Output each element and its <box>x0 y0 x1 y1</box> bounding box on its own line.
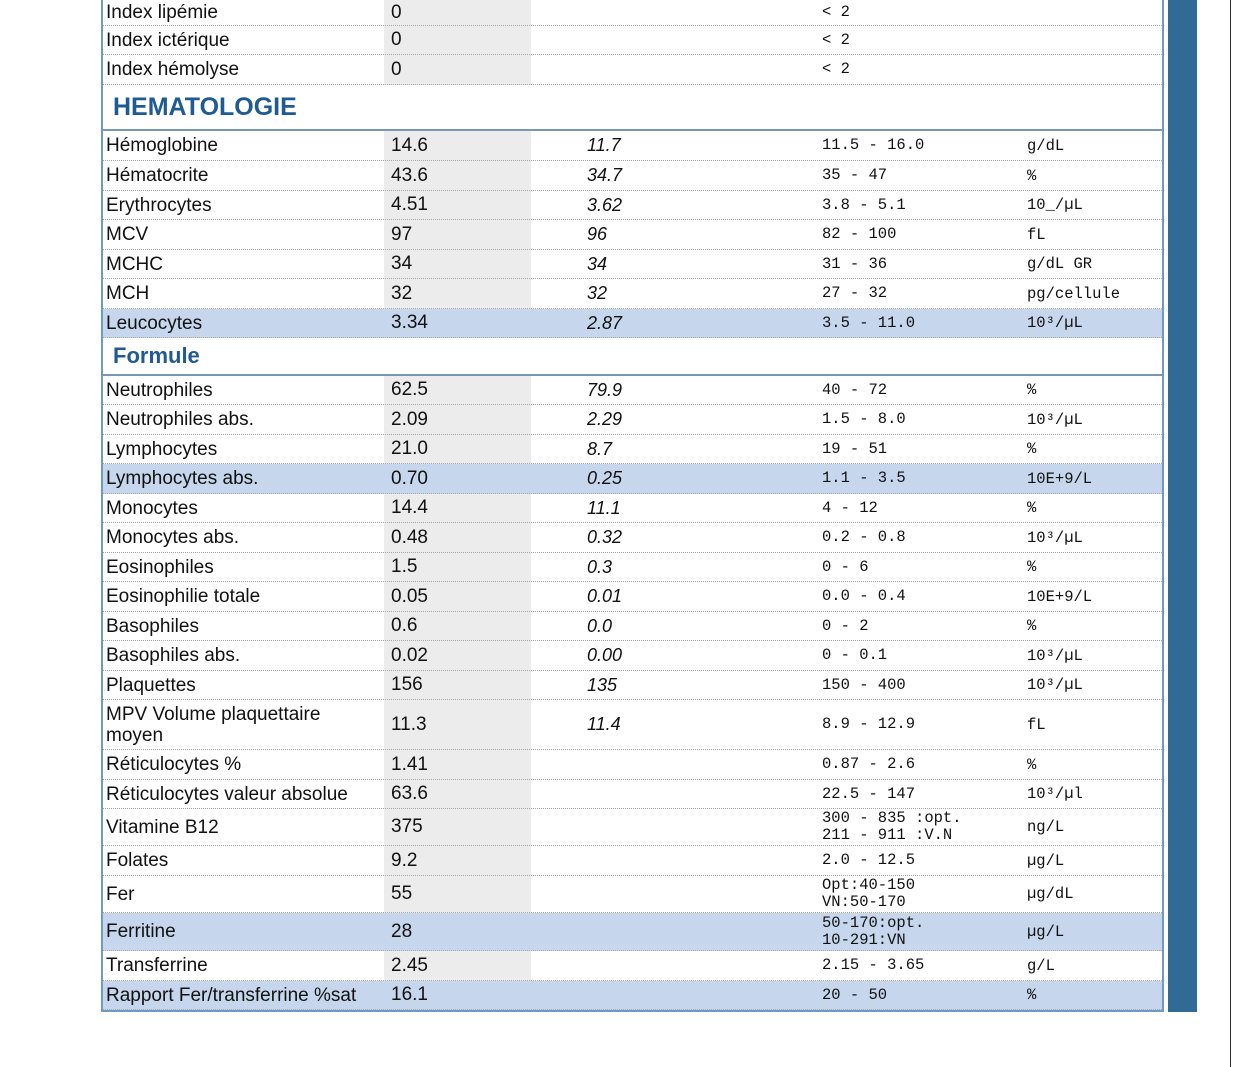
result-name: Réticulocytes valeur absolue <box>106 783 348 805</box>
result-unit: 10E+9/L <box>1027 587 1093 606</box>
table-row <box>103 876 1162 913</box>
result-name: Basophiles <box>106 615 199 637</box>
result-unit: % <box>1027 755 1037 774</box>
result-unit: % <box>1027 558 1037 576</box>
previous-value: 3.62 <box>587 194 623 215</box>
previous-value: 0.25 <box>587 468 623 488</box>
result-name: Erythrocytes <box>106 194 212 216</box>
result-name: Eosinophilie totale <box>106 586 261 607</box>
result-name: Plaquettes <box>106 674 196 696</box>
reference-range: 82 - 100 <box>822 225 897 243</box>
previous-value: 34 <box>587 253 608 274</box>
result-unit: µg/L <box>1027 922 1065 941</box>
reference-range: < 2 <box>822 3 850 21</box>
result-value: 0.02 <box>391 644 428 666</box>
result-name: MCV <box>106 224 149 245</box>
side-band <box>1168 0 1197 1012</box>
result-value: 28 <box>391 920 413 942</box>
table-row <box>103 523 1162 553</box>
result-unit: % <box>1027 166 1037 185</box>
result-value: 156 <box>391 674 423 695</box>
table-row <box>103 780 1162 809</box>
result-name: Fer <box>106 883 135 905</box>
reference-range: 50-170:opt. 10-291:VN <box>822 913 925 949</box>
reference-range: 19 - 51 <box>822 439 888 458</box>
result-unit: µg/dL <box>1027 885 1074 903</box>
result-name: Eosinophiles <box>106 556 214 578</box>
table-row <box>103 951 1162 981</box>
table-row <box>103 250 1162 279</box>
table-row <box>103 700 1162 750</box>
result-unit: fL <box>1027 225 1046 244</box>
result-value: 32 <box>391 282 413 304</box>
reference-range: 31 - 36 <box>822 254 888 273</box>
result-value: 2.45 <box>391 954 428 976</box>
result-name: Transferrine <box>106 955 208 976</box>
result-unit: % <box>1027 440 1037 458</box>
result-value: 0.70 <box>391 467 428 489</box>
result-name: Lymphocytes <box>106 438 218 460</box>
result-unit: g/dL GR <box>1027 255 1093 273</box>
result-value: 14.4 <box>391 497 428 518</box>
reference-range: 0 - 2 <box>822 616 869 635</box>
previous-value: 32 <box>587 283 608 303</box>
result-value: 4.51 <box>391 194 428 215</box>
result-name: Ferritine <box>106 921 176 942</box>
reference-range: 35 - 47 <box>822 166 888 184</box>
result-name: Rapport Fer/transferrine %sat <box>106 984 357 1006</box>
result-value: 0 <box>391 58 402 80</box>
result-unit: ng/L <box>1027 818 1065 836</box>
previous-value: 0.00 <box>587 645 623 665</box>
result-value: 43.6 <box>391 164 428 186</box>
result-unit: 10³/µL <box>1027 646 1083 665</box>
table-row-flagged <box>103 913 1162 951</box>
reference-range: 0.0 - 0.4 <box>822 587 906 605</box>
previous-value: 0.0 <box>587 615 613 636</box>
result-unit: % <box>1027 381 1037 399</box>
table-row <box>103 809 1162 846</box>
table-row <box>103 435 1162 464</box>
result-name: MCH <box>106 283 150 304</box>
result-name: Monocytes abs. <box>106 527 240 548</box>
result-name: Hémoglobine <box>106 135 218 156</box>
result-unit: 10³/µL <box>1027 314 1083 332</box>
reference-range: 1.1 - 3.5 <box>822 469 906 487</box>
result-name: Vitamine B12 <box>106 816 219 838</box>
reference-range: 0.2 - 0.8 <box>822 528 906 546</box>
result-value: 0 <box>391 1 402 23</box>
result-value: 16.1 <box>391 984 428 1005</box>
result-name: Index hémolyse <box>106 59 240 80</box>
reference-range: 2.15 - 3.65 <box>822 956 925 974</box>
previous-value: 0.3 <box>587 556 613 577</box>
result-unit: % <box>1027 499 1037 517</box>
result-value: 62.5 <box>391 379 428 400</box>
previous-value: 96 <box>587 224 608 244</box>
result-value: 0.6 <box>391 615 418 636</box>
result-value: 55 <box>391 883 413 904</box>
result-unit: % <box>1027 986 1037 1004</box>
result-unit: 10³/µl <box>1027 785 1083 803</box>
result-unit: 10_/µL <box>1027 196 1083 214</box>
reference-range: 20 - 50 <box>822 985 888 1004</box>
reference-range: 27 - 32 <box>822 284 888 302</box>
result-value: 97 <box>391 223 413 245</box>
previous-value: 0.01 <box>587 586 623 606</box>
section-title: Formule <box>113 343 200 368</box>
reference-range: 0.87 - 2.6 <box>822 755 916 773</box>
result-name: MCHC <box>106 253 163 275</box>
result-name: Basophiles abs. <box>106 645 241 666</box>
reference-range: 300 - 835 :opt. 211 - 911 :V.N <box>822 809 962 844</box>
previous-value: 8.7 <box>587 438 613 459</box>
reference-range: 11.5 - 16.0 <box>822 136 925 154</box>
table-row <box>103 405 1162 435</box>
table-row <box>103 582 1162 612</box>
reference-range: 40 - 72 <box>822 380 888 399</box>
result-unit: g/dL <box>1027 136 1065 155</box>
reference-range: 4 - 12 <box>822 498 878 517</box>
result-unit: fL <box>1027 715 1046 734</box>
table-row <box>103 131 1162 161</box>
previous-value: 0.32 <box>587 527 623 547</box>
reference-range: 0 - 6 <box>822 557 869 576</box>
reference-range: 3.5 - 11.0 <box>822 313 916 332</box>
table-row <box>103 55 1162 85</box>
result-value: 1.41 <box>391 753 428 775</box>
table-row-flagged <box>103 309 1162 338</box>
result-unit: 10³/µL <box>1027 676 1083 694</box>
result-value: 11.3 <box>391 713 427 735</box>
table-row <box>103 846 1162 876</box>
table-row <box>103 376 1162 405</box>
section-header-formule <box>103 338 1162 376</box>
result-value: 2.09 <box>391 408 428 430</box>
table-row <box>103 612 1162 641</box>
reference-range: 22.5 - 147 <box>822 784 916 803</box>
result-unit: pg/cellule <box>1027 284 1121 303</box>
previous-value: 34.7 <box>587 165 623 185</box>
table-row-flagged <box>103 981 1162 1010</box>
result-value: 63.6 <box>391 783 428 804</box>
result-unit: µg/L <box>1027 851 1065 870</box>
reference-range: 3.8 - 5.1 <box>822 195 906 214</box>
result-value: 21.0 <box>391 438 428 459</box>
table-row-flagged <box>103 464 1162 494</box>
result-name: Folates <box>106 850 169 871</box>
reference-range: < 2 <box>822 60 850 78</box>
reference-range: < 2 <box>822 30 850 49</box>
result-name: Leucocytes <box>106 312 203 334</box>
previous-value: 11.1 <box>587 497 621 518</box>
result-unit: 10³/µL <box>1027 410 1083 429</box>
result-value: 3.34 <box>391 312 428 333</box>
table-row <box>103 191 1162 220</box>
table-row <box>103 553 1162 582</box>
reference-range: 8.9 - 12.9 <box>822 715 916 733</box>
reference-range: 150 - 400 <box>822 675 906 694</box>
result-value: 34 <box>391 253 413 274</box>
result-name: Neutrophiles abs. <box>106 409 254 430</box>
section-header-hematologie <box>103 85 1162 131</box>
table-row <box>103 161 1162 191</box>
previous-value: 135 <box>587 674 618 695</box>
viewport-edge <box>1230 0 1231 1067</box>
reference-range: 1.5 - 8.0 <box>822 410 906 428</box>
result-unit: g/L <box>1027 956 1055 975</box>
lab-results-sheet <box>101 0 1164 1012</box>
section-title: HEMATOLOGIE <box>113 92 297 121</box>
result-value: 14.6 <box>391 134 428 156</box>
result-value: 1.5 <box>391 556 418 577</box>
table-row <box>103 750 1162 780</box>
result-name: Neutrophiles <box>106 379 213 401</box>
previous-value: 2.87 <box>587 312 623 333</box>
table-row <box>103 494 1162 523</box>
table-row <box>103 641 1162 671</box>
result-value: 0.05 <box>391 585 428 607</box>
result-name: Réticulocytes % <box>106 754 242 775</box>
previous-value: 2.29 <box>587 409 623 429</box>
result-unit: % <box>1027 617 1037 635</box>
previous-value: 79.9 <box>587 379 623 400</box>
previous-value: 11.4 <box>587 714 621 734</box>
result-name: MPV Volume plaquettaire moyen <box>106 703 321 746</box>
result-value: 0.48 <box>391 526 428 548</box>
table-row <box>103 26 1162 55</box>
result-name: Hématocrite <box>106 165 209 186</box>
result-unit: 10E+9/L <box>1027 469 1093 488</box>
reference-range: 2.0 - 12.5 <box>822 851 916 869</box>
table-row <box>103 220 1162 250</box>
reference-range: 0 - 0.1 <box>822 646 888 664</box>
table-row <box>103 279 1162 309</box>
result-name: Index ictérique <box>106 29 230 51</box>
reference-range: Opt:40-150 VN:50-170 <box>822 876 916 911</box>
result-name: Index lipémie <box>106 2 218 23</box>
result-unit: 10³/µL <box>1027 528 1083 547</box>
previous-value: 11.7 <box>587 135 621 155</box>
table-row <box>103 0 1162 26</box>
result-value: 0 <box>391 29 402 50</box>
table-row <box>103 671 1162 700</box>
result-name: Lymphocytes abs. <box>106 468 259 489</box>
result-value: 9.2 <box>391 849 418 871</box>
result-value: 375 <box>391 816 423 837</box>
result-name: Monocytes <box>106 497 198 519</box>
